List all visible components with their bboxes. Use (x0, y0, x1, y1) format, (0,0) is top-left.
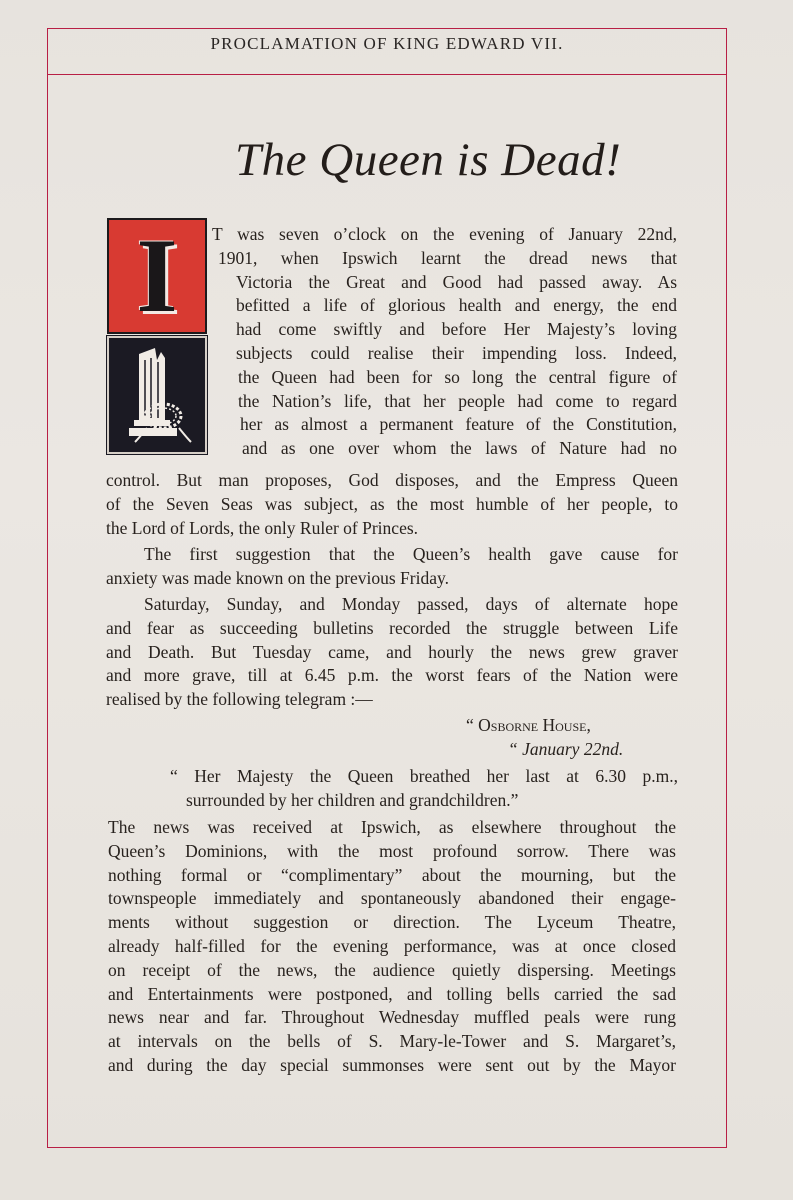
text-line: control. But man proposes, God disposes, and the Empress Queen (106, 470, 678, 490)
paragraph-1-bottom (106, 469, 678, 540)
text-line: the Queen had been for so long the central figure of (238, 366, 677, 387)
text-line: at intervals on the bells of S. Mary-le-Tower and S. Margaret’s, (108, 1031, 676, 1052)
text-line: Saturday, Sunday, and Monday passed, days of alternate hope (144, 594, 678, 614)
text-line: Queen’s Dominions, with the most profound sorrow. There was (108, 840, 676, 861)
text-line: of the Seven Seas was subject, as the most humble of her people, to (106, 493, 678, 514)
telegram-place: “ Osborne House, (466, 715, 591, 735)
text-line: befitted a life of glorious health and energy, the end (236, 295, 677, 316)
text-line: had come swiftly and before Her Majesty’s loving (236, 319, 677, 340)
text-line: nothing formal or “complimentary” about the mourning, but the (108, 864, 676, 885)
text-line: the Nation’s life, that her people had come to regard (238, 390, 677, 411)
paragraph-3 (106, 593, 678, 712)
drop-cap-block (107, 218, 207, 334)
telegram-date: “ January 22nd. (508, 739, 624, 759)
paragraph-4 (108, 816, 676, 1078)
text-line: the Lord of Lords, the only Ruler of Princes. (106, 517, 419, 538)
text-line: 1901, when Ipswich learnt the dread news that (218, 247, 677, 268)
text-line: and fear as succeeding bulletins recorded the struggle between Life (106, 617, 678, 638)
paragraph-1-top (212, 223, 677, 461)
text-line: realised by the following telegram :— (106, 689, 373, 710)
text-line: T was seven o’clock on the evening of January 22nd, (212, 224, 677, 244)
text-line: anxiety was made known on the previous Friday. (106, 567, 449, 588)
text-line: and Death. But Tuesday came, and hourly the news grew graver (106, 641, 678, 662)
header-rule (47, 74, 727, 75)
text-line: surrounded by her children and grandchildren.” (186, 789, 519, 810)
drop-cap-letter: I (136, 217, 178, 334)
text-line: on receipt of the news, the audience quietly dispersing. Meetings (108, 959, 676, 980)
telegram-body (170, 765, 678, 813)
text-line: and during the day special summonses were sent out by the Mayor (108, 1054, 676, 1075)
paragraph-2 (106, 543, 678, 591)
text-line: and Entertainments were postponed, and tolling bells carried the sad (108, 983, 676, 1004)
column-wreath-icon (109, 338, 205, 452)
text-line: Victoria the Great and Good had passed away. As (236, 271, 677, 292)
text-line: The first suggestion that the Queen’s health gave cause for (144, 544, 678, 564)
text-line: ments without suggestion or direction. The Lyceum Theatre, (108, 912, 676, 933)
text-line: “ Her Majesty the Queen breathed her last at 6.30 p.m., (170, 766, 678, 786)
running-head: PROCLAMATION OF KING EDWARD VII. (210, 34, 564, 53)
text-line: and more grave, till at 6.45 p.m. the worst fears of the Nation were (106, 665, 678, 686)
text-line: and as one over whom the laws of Nature had no (242, 438, 677, 459)
text-line: her as almost a permanent feature of the Constitution, (240, 414, 677, 435)
text-line: subjects could realise their impending loss. Indeed, (236, 342, 677, 363)
text-line: news near and far. Throughout Wednesday muffled peals were rung (108, 1007, 676, 1028)
column-wreath-ornament (107, 336, 207, 454)
text-line: The news was received at Ipswich, as elsewhere throughout the (108, 817, 676, 837)
text-line: already half-filled for the evening performance, was at once closed (108, 935, 676, 956)
text-line: townspeople immediately and spontaneously abandoned their engage- (108, 888, 676, 909)
chapter-title: The Queen is Dead! (235, 134, 622, 186)
